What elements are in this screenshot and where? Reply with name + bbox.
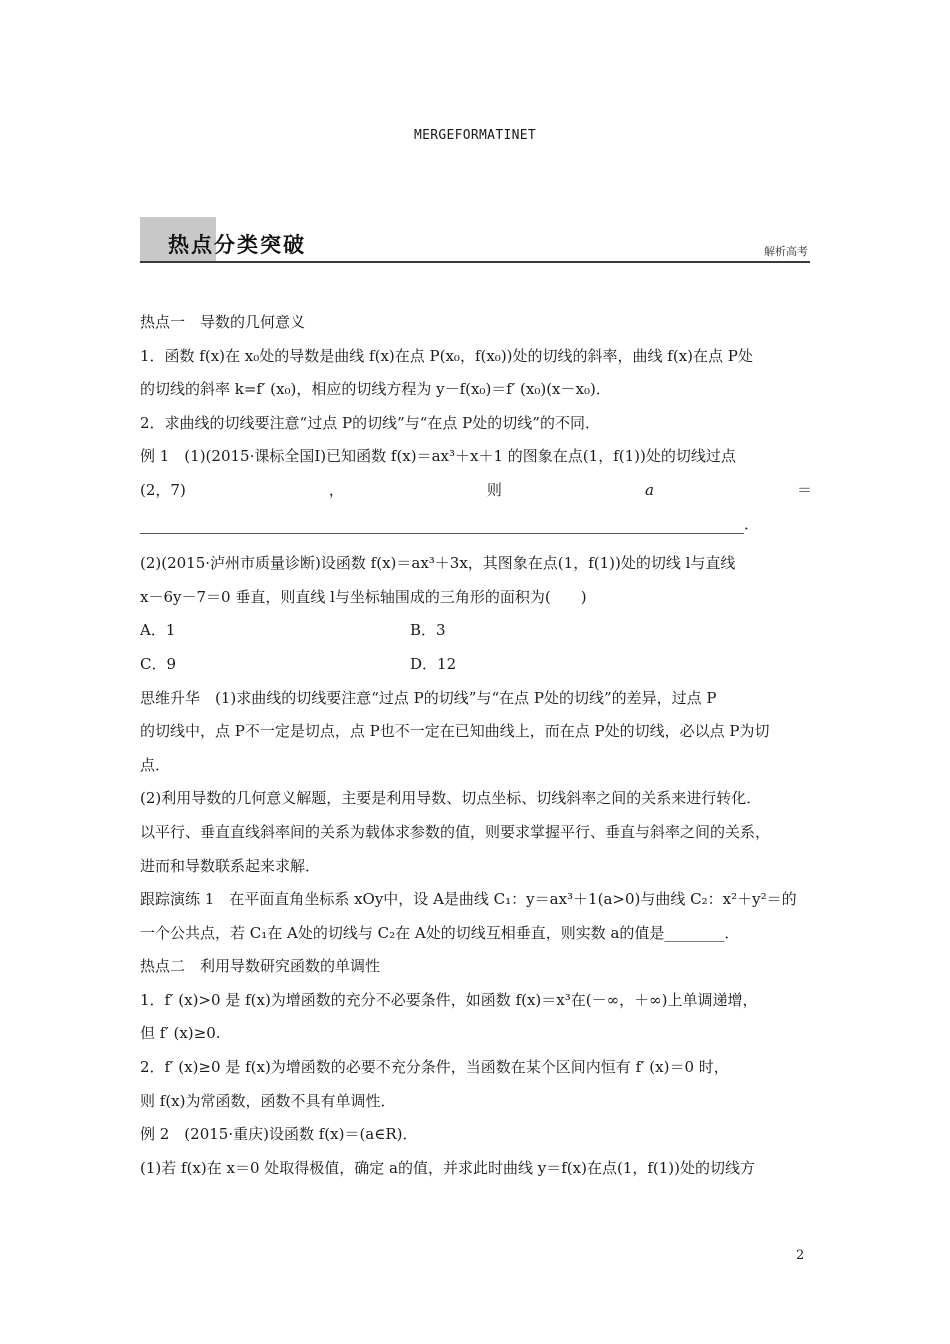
text-line: 以平行、垂直直线斜率间的关系为载体求参数的值，则要求掌握平行、垂直与斜率之间的关系， xyxy=(140,822,771,841)
section-title: 热点分类突破 xyxy=(168,233,306,257)
text-line: 1．函数 f(x)在 x₀处的导数是曲线 f(x)在点 P(x₀，f(x₀))处的切线的斜率，曲线 f(x)在点 P处 xyxy=(140,346,753,365)
section-side-label: 解析高考 xyxy=(764,245,808,258)
text-line: 则 f(x)为常函数，函数不具有单调性． xyxy=(140,1091,396,1110)
text-fragment: ＝ xyxy=(796,480,812,499)
text-line: 2．f′ (x)≥0 是 f(x)为增函数的必要不充分条件，当函数在某个区间内恒有 f′ (x)＝0 时， xyxy=(140,1058,729,1077)
text-fragment: ， xyxy=(328,480,344,499)
example-1-line: 例 1 (1)(2015·课标全国Ⅰ)已知函数 f(x)＝ax³＋x＋1 的图象在点(1，f(1))处的切线过点 xyxy=(140,447,736,466)
text-line: x－6y－7＝0 垂直，则直线 l与坐标轴围成的三角形的面积为( ) xyxy=(140,587,587,606)
text-line: 的切线中，点 P不一定是切点，点 P也不一定在已知曲线上，而在点 P处的切线，必以点 P为切 xyxy=(140,722,770,741)
text-line: 一个公共点，若 C₁在 A处的切线与 C₂在 A处的切线互相垂直，则实数 a的值是________． xyxy=(140,923,740,942)
options-row xyxy=(140,648,812,682)
text-line: 跟踪演练 1 在平面直角坐标系 xOy中，设 A是曲线 C₁：y＝ax³＋1(a>0)与曲线 C₂：x²＋y²＝的 xyxy=(140,890,797,909)
text-line: 1．f′ (x)>0 是 f(x)为增函数的充分不必要条件，如函数 f(x)＝x³在(－∞，＋∞)上单调递增， xyxy=(140,990,758,1009)
text-line: 2．求曲线的切线要注意“过点 P的切线”与“在点 P处的切线”的不同． xyxy=(140,413,600,432)
option-a: A．1 xyxy=(140,621,176,640)
option-b: B．3 xyxy=(410,621,446,640)
text-fragment: ． xyxy=(744,514,760,533)
section-banner xyxy=(140,217,810,265)
text-line: (2)利用导数的几何意义解题，主要是利用导数、切点坐标、切线斜率之间的关系来进行转化． xyxy=(140,789,762,808)
answer-blank xyxy=(140,515,744,534)
heading-hotspot-1: 热点一 导数的几何意义 xyxy=(140,313,306,331)
option-c: C．9 xyxy=(140,654,177,673)
text-fragment: 则 xyxy=(486,480,502,499)
answer-blank-line xyxy=(140,508,812,542)
text-fragment: (2，7) xyxy=(140,480,186,499)
text-line: 点． xyxy=(140,755,171,774)
page-header: MERGEFORMATINET xyxy=(414,128,536,143)
text-line: 的切线的斜率 k=f′ (x₀)，相应的切线方程为 y－f(x₀)＝f′ (x₀)(x－x₀)． xyxy=(140,380,611,399)
banner-rule xyxy=(140,261,810,263)
justified-line xyxy=(140,474,812,508)
text-line: (1)若 f(x)在 x＝0 处取得极值，确定 a的值，并求此时曲线 y＝f(x)在点(1，f(1))处的切线方 xyxy=(140,1158,755,1177)
page-number: 2 xyxy=(796,1248,805,1263)
example-2-line: 例 2 (2015·重庆)设函数 f(x)＝(a∈R)． xyxy=(140,1125,418,1144)
text-line: 但 f′ (x)≥0. xyxy=(140,1024,221,1043)
text-fragment: a xyxy=(644,480,654,499)
text-line: 进而和导数联系起来求解． xyxy=(140,856,321,875)
heading-hotspot-2: 热点二 利用导数研究函数的单调性 xyxy=(140,957,381,976)
options-row xyxy=(140,614,812,648)
text-line: (2)(2015·泸州市质量诊断)设函数 f(x)＝ax³＋3x，其图象在点(1，f(1))处的切线 l与直线 xyxy=(140,554,736,573)
text-line: 思维升华 (1)求曲线的切线要注意“过点 P的切线”与“在点 P处的切线”的差异，过点 P xyxy=(140,688,717,707)
option-d: D．12 xyxy=(410,654,457,673)
body-text xyxy=(140,306,812,1185)
